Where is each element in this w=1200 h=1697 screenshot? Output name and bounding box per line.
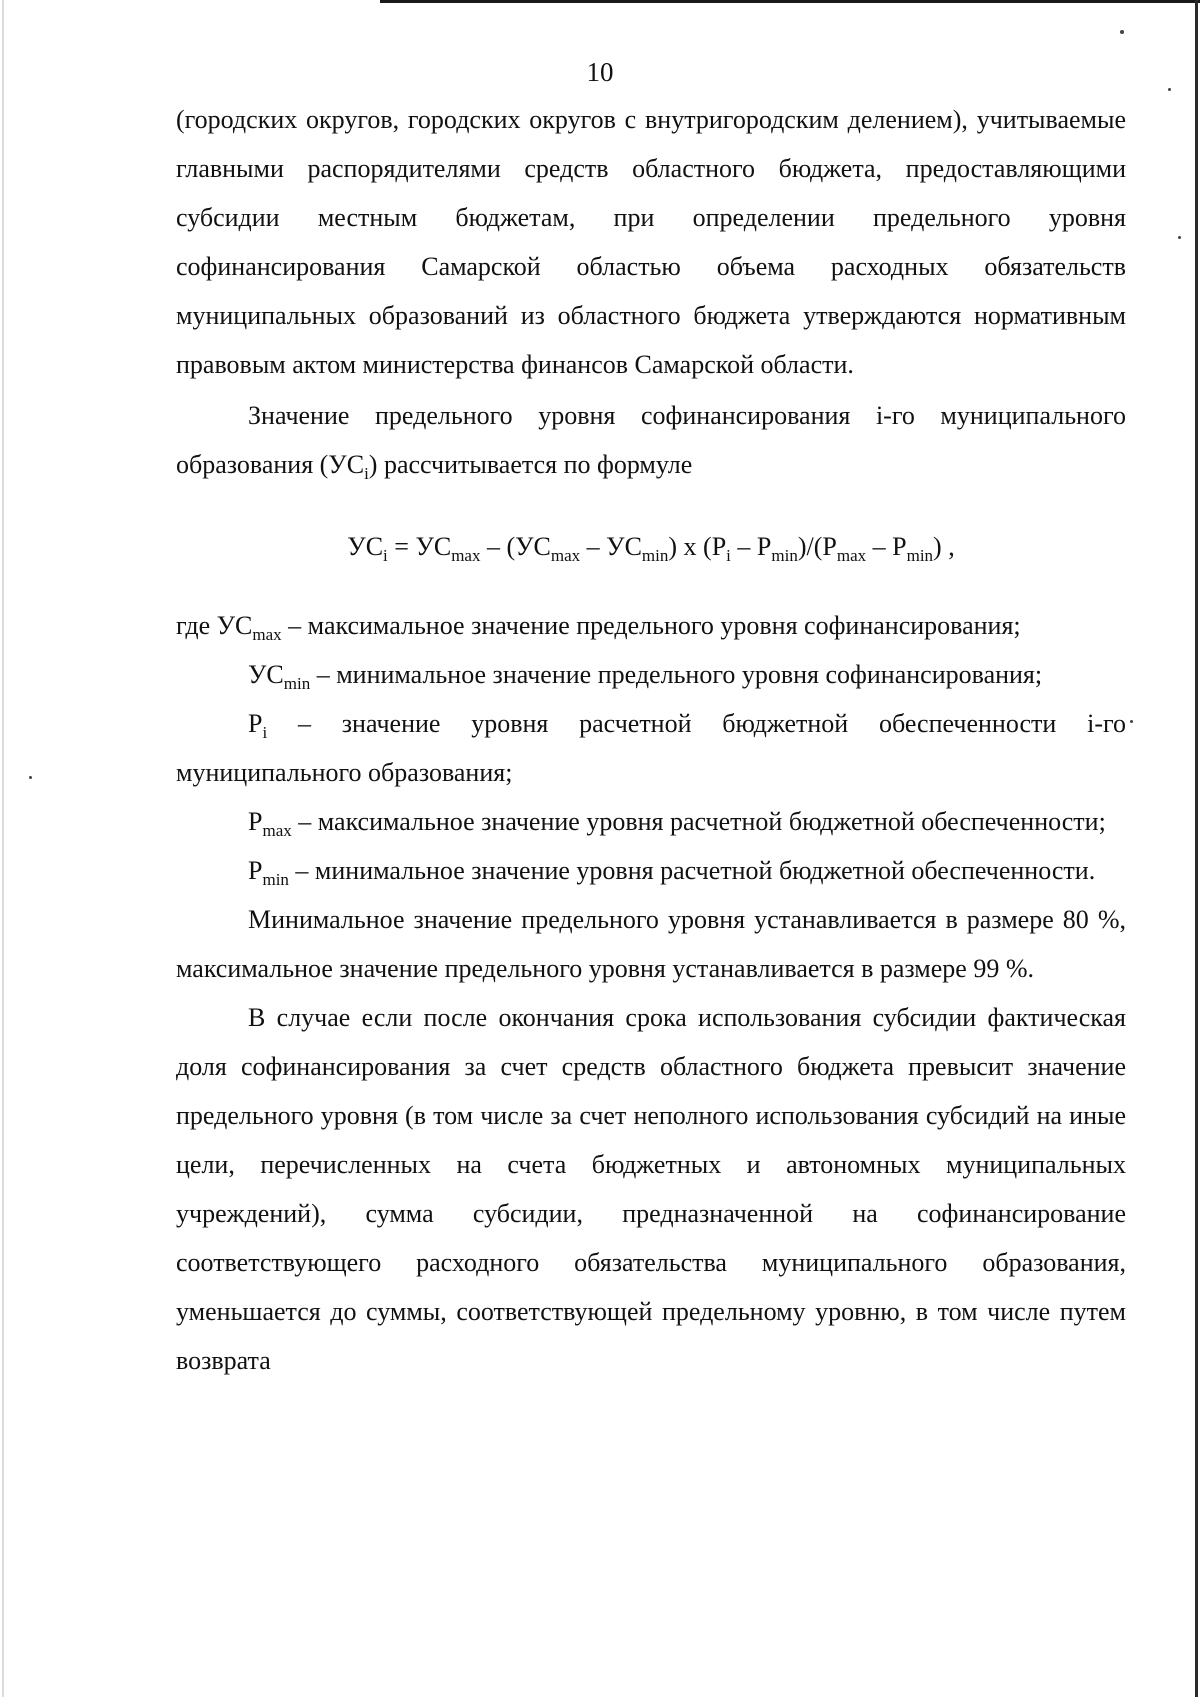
scan-speck <box>1178 236 1181 239</box>
formula-symbol: P <box>248 709 263 738</box>
formula-operator: – ( <box>480 532 516 561</box>
subscript: i <box>262 723 268 742</box>
definition-uc-min <box>176 650 1126 699</box>
text-run: – максимальное значение уровня расчетной бюджетной обеспеченности; <box>291 807 1106 836</box>
formula-subscript: min <box>771 546 798 565</box>
scan-top-border <box>380 0 1200 3</box>
formula-subscript: min <box>906 546 934 565</box>
formula-symbol: УС <box>216 611 253 640</box>
formula-subscript: i <box>726 546 731 565</box>
text-run: – минимальное значение уровня расчетной бюджетной обеспеченности. <box>288 856 1096 885</box>
paragraph-excess-case: В случае если после окончания срока использования субсидии фактическая доля софинансирования за счет средств областного бюджета превысит значение предельного уровня (в том числе за счет неполного использования субсидий на иные цели, перечисленных на счета бюджетных и автономных муниципальных учреждений), сумма субсидии, предназначенной на софинансирование соответствующего расходного обязательства муниципального образования, уменьшается до суммы, соответствующей предельному уровню, в том числе путем возврата <box>176 1003 1126 1375</box>
formula-operator: = <box>387 532 416 561</box>
formula-subscript: max <box>451 546 481 565</box>
text-run: – минимальное значение предельного уровня софинансирования; <box>310 660 1043 689</box>
text-run: ) рассчитывается по формуле <box>368 450 693 479</box>
text-run: где <box>176 611 217 640</box>
formula-symbol: P <box>248 807 263 836</box>
formula-symbol: P <box>756 532 772 561</box>
text-run: – максимальное значение предельного уровня софинансирования; <box>281 611 1021 640</box>
scan-speck <box>1130 720 1133 723</box>
formula-operator: – <box>580 532 607 561</box>
formula-operator: – <box>866 532 893 561</box>
formula-operator: )/( <box>797 532 823 561</box>
formula-subscript: i <box>383 546 388 565</box>
formula-symbol: УС <box>515 532 551 561</box>
scan-speck <box>29 776 32 779</box>
subscript: max <box>252 625 282 644</box>
formula-subscript: max <box>550 546 581 565</box>
formula-symbol: P <box>822 532 837 561</box>
formula-symbol: P <box>711 532 727 561</box>
text-run: Значение предельного уровня софинансирования i-го муниципального образования (УС <box>176 401 1126 479</box>
formula-symbol: УС <box>248 660 284 689</box>
formula-symbol: УС <box>415 532 452 561</box>
formula-symbol: УС <box>606 532 642 561</box>
scan-speck <box>1120 30 1124 34</box>
formula-subscript: min <box>641 546 669 565</box>
formula-operator: ) , <box>933 532 955 561</box>
formula-symbol: УС <box>347 532 384 561</box>
formula-symbol: P <box>248 856 263 885</box>
scan-right-edge <box>1195 0 1198 1697</box>
formula-subscript: max <box>836 546 867 565</box>
formula-symbol: P <box>892 532 907 561</box>
definition-uc-max <box>176 601 1126 650</box>
formula-operator: ) x ( <box>668 532 712 561</box>
paragraph-formula-intro <box>176 391 1126 489</box>
formula <box>176 517 1126 577</box>
subscript: min <box>262 870 289 889</box>
subscript: max <box>262 821 292 840</box>
definition-p-i <box>176 699 1126 797</box>
page-number: 10 <box>586 57 614 87</box>
document-body <box>176 95 1126 1385</box>
definition-p-max <box>176 797 1126 846</box>
definition-p-min <box>176 846 1126 895</box>
paragraph-limits: Минимальное значение предельного уровня устанавливается в размере 80 %, максимальное значение предельного уровня устанавливается в размере 99 %. <box>176 905 1126 983</box>
subscript: min <box>283 674 311 693</box>
paragraph-continuation: (городских округов, городских округов с внутригородским делением), учитываемые главными распорядителями средств областного бюджета, предоставляющими субсидии местным бюджетам, при определении предельного уровня софинансирования Самарской областью объема расходных обязательств муниципальных образований из областного бюджета утверждаются нормативным правовым актом министерства финансов Самарской области. <box>176 105 1126 379</box>
text-run: – значение уровня расчетной бюджетной обеспеченности i-го муниципального образования; <box>176 709 1126 787</box>
formula-operator: – <box>730 532 757 561</box>
subscript: i <box>364 464 369 483</box>
scan-left-edge <box>2 0 4 1697</box>
